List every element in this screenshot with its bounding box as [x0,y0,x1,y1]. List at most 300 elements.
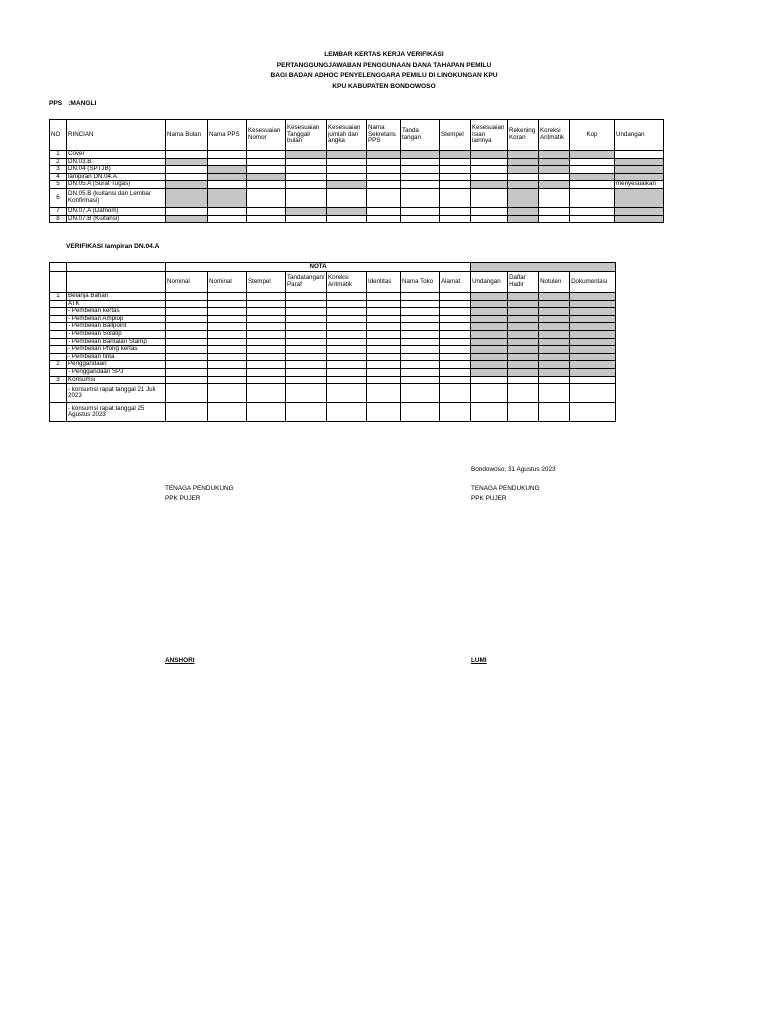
check-cell [166,368,208,376]
check-cell [401,315,440,323]
check-cell [367,403,401,422]
check-cell [508,207,539,215]
check-cell [247,353,286,361]
check-cell [440,158,471,166]
check-cell [401,361,440,369]
check-cell [208,315,247,323]
check-cell [401,293,440,301]
check-cell [508,188,539,207]
check-cell [166,207,208,215]
check-cell [615,166,664,174]
check-cell [440,353,471,361]
check-cell [539,151,570,159]
pps-line [49,100,102,107]
check-cell [508,323,539,331]
row-label: Konsumsi [67,376,166,384]
table-row [50,353,616,361]
check-cell [367,330,401,338]
check-cell [208,384,247,403]
check-cell [539,353,570,361]
check-cell [615,188,664,207]
check-cell [286,384,327,403]
check-cell [471,384,508,403]
check-cell [570,308,616,316]
nota-col-header: Alamat [440,272,471,293]
check-cell [367,300,401,308]
check-cell [327,330,367,338]
check-cell [440,376,471,384]
nota-group-shade [471,263,616,272]
check-cell [247,207,286,215]
table-row [50,166,664,174]
check-cell [166,346,208,354]
check-cell [570,338,616,346]
check-cell [440,308,471,316]
check-cell [327,215,367,223]
col-header: Kesesuaian Isian lainnya [471,120,508,151]
check-cell [471,207,508,215]
check-cell [471,361,508,369]
row-label: - Pembelian tinta [67,353,166,361]
col-header: Nama PPS [208,120,247,151]
nota-col-header: Koreksi Aritmatik [327,272,367,293]
check-cell [539,346,570,354]
check-cell [539,300,570,308]
check-cell [471,353,508,361]
check-cell [208,188,247,207]
table-row [50,300,616,308]
check-cell [286,323,327,331]
check-cell [401,353,440,361]
check-cell [367,338,401,346]
row-label: - Pembelian Amplop [67,315,166,323]
nota-col-header: Nominal [166,272,208,293]
check-cell [367,293,401,301]
row-no [50,323,67,331]
check-cell [327,158,367,166]
check-cell [570,353,616,361]
row-no: 2 [50,158,67,166]
check-cell [401,330,440,338]
table-row [50,158,664,166]
check-cell [401,151,440,159]
check-cell [208,293,247,301]
check-cell [539,158,570,166]
check-cell [471,151,508,159]
table-row [50,403,616,422]
check-cell [327,315,367,323]
nota-col-header: Undangan [471,272,508,293]
row-label: - Pembelian Ballpoint [67,323,166,331]
nota-col-header: Dokumentasi [570,272,616,293]
row-label: Penggandaan [67,361,166,369]
check-cell [208,346,247,354]
check-cell [539,368,570,376]
check-cell [208,158,247,166]
check-cell [401,376,440,384]
check-cell [208,181,247,189]
check-cell [440,166,471,174]
row-label: - konsumsi rapat tanggal 25 Agustus 2023 [67,403,166,422]
check-cell [327,323,367,331]
check-cell [440,300,471,308]
check-cell [471,338,508,346]
check-cell [440,403,471,422]
check-cell [508,293,539,301]
check-cell [570,173,615,181]
check-cell [327,173,367,181]
check-cell [367,315,401,323]
table-row [50,338,616,346]
table-row [50,368,616,376]
check-cell [401,188,440,207]
doc-title-line-4: KPU KABUPATEN BONDOWOSO [332,83,436,90]
check-cell [208,376,247,384]
row-label: - Penggandaan SPJ [67,368,166,376]
col-header: Nama Bulan [166,120,208,151]
check-cell [247,188,286,207]
check-cell [539,207,570,215]
check-cell [367,346,401,354]
check-cell [367,384,401,403]
check-cell [327,376,367,384]
check-cell [327,368,367,376]
nota-col-header: Nama Toko [401,272,440,293]
check-cell [208,300,247,308]
check-cell [166,181,208,189]
check-cell [440,151,471,159]
row-no [50,346,67,354]
check-cell [367,181,401,189]
check-cell [327,151,367,159]
col-header: Kesesuaian Nomor [247,120,286,151]
check-cell [367,323,401,331]
check-cell [440,173,471,181]
check-cell [539,403,570,422]
check-cell [471,188,508,207]
table-row [50,181,664,189]
check-cell [570,384,616,403]
check-cell [208,173,247,181]
check-cell [327,384,367,403]
check-cell [471,158,508,166]
verifikasi-title: VERIFIKASI lampiran DN.04.A [66,243,160,250]
row-rincian: DN.07.A (Dafnom) [67,207,166,215]
table-row [50,315,616,323]
check-cell [286,300,327,308]
row-no [50,384,67,403]
check-cell [286,215,327,223]
check-cell [327,308,367,316]
check-cell [539,338,570,346]
check-cell [570,166,615,174]
check-cell [539,308,570,316]
check-cell [570,346,616,354]
check-cell [508,346,539,354]
check-cell [570,368,616,376]
check-cell [508,173,539,181]
check-cell [471,376,508,384]
col-header: Rekening Koran [508,120,539,151]
check-cell [247,151,286,159]
check-cell [166,338,208,346]
nota-corner [50,263,67,272]
check-cell [539,330,570,338]
check-cell [401,215,440,223]
check-cell [539,376,570,384]
check-cell: menyesuaikan [615,181,664,189]
col-header: NO [50,120,67,151]
nota-header-blank [50,272,67,293]
check-cell [247,384,286,403]
check-cell [539,384,570,403]
check-cell [327,293,367,301]
table-row [50,151,664,159]
check-cell [286,403,327,422]
check-cell [401,166,440,174]
nota-table [49,262,616,422]
check-cell [247,293,286,301]
check-cell [440,368,471,376]
check-cell [440,188,471,207]
row-no [50,330,67,338]
row-label: - konsumsi rapat tanggal 21 Juli 2023 [67,384,166,403]
check-cell [570,330,616,338]
check-cell [471,330,508,338]
check-cell [539,181,570,189]
check-cell [539,188,570,207]
check-cell [367,376,401,384]
check-cell [471,181,508,189]
col-header: Tanda tangan [401,120,440,151]
right-signatory-name: LUMI [471,657,487,664]
check-cell [401,300,440,308]
check-cell [166,215,208,223]
check-cell [208,368,247,376]
place-date: Bondowoso, 31 Agustus 2023 [471,466,556,473]
check-cell [440,207,471,215]
check-cell [570,181,615,189]
check-cell [401,181,440,189]
check-cell [570,293,616,301]
check-cell [508,166,539,174]
check-cell [570,376,616,384]
check-cell [508,330,539,338]
check-cell [166,173,208,181]
check-cell [401,323,440,331]
nota-col-header: Stempel [247,272,286,293]
row-label: - Pembelian kertas [67,308,166,316]
row-rincian: DN.05.A (Surat Tugas) [67,181,166,189]
check-cell [327,166,367,174]
check-cell [471,308,508,316]
check-cell [570,151,615,159]
check-cell [208,151,247,159]
check-cell [440,346,471,354]
check-cell [570,315,616,323]
check-cell [615,151,664,159]
check-cell [286,376,327,384]
check-cell [471,166,508,174]
row-no: 4 [50,173,67,181]
row-no: 2 [50,361,67,369]
check-cell [570,188,615,207]
col-header: Nama Sekretaris PPS [367,120,401,151]
row-rincian: DN.03.B [67,158,166,166]
check-cell [440,338,471,346]
row-no: 6 [50,188,67,207]
left-signatory-name: ANSHORI [165,657,195,664]
check-cell [286,207,327,215]
row-label: - Pembelian Solatip [67,330,166,338]
col-header: Kesesuaian jumlah dan angka [327,120,367,151]
check-cell [367,173,401,181]
check-cell [471,403,508,422]
verification-table-header [50,120,664,151]
row-no [50,300,67,308]
table-row [50,323,616,331]
row-label: - Pembelian Pfong kertas [67,346,166,354]
check-cell [570,207,615,215]
col-header: Undangan [615,120,664,151]
check-cell [508,300,539,308]
table-row [50,293,616,301]
table-row [50,330,616,338]
row-no: 1 [50,151,67,159]
check-cell [440,323,471,331]
check-cell [286,353,327,361]
row-rincian: lampiran DN.04.A [67,173,166,181]
check-cell [166,376,208,384]
check-cell [247,166,286,174]
check-cell [615,207,664,215]
check-cell [508,361,539,369]
check-cell [471,368,508,376]
check-cell [327,207,367,215]
col-header: Kop [570,120,615,151]
check-cell [166,158,208,166]
check-cell [327,188,367,207]
check-cell [166,315,208,323]
check-cell [440,181,471,189]
check-cell [401,338,440,346]
check-cell [327,338,367,346]
check-cell [166,293,208,301]
check-cell [440,330,471,338]
table-row [50,188,664,207]
check-cell [327,346,367,354]
nota-table-header [50,272,616,293]
right-signatory-unit: PPK PUJER [471,495,507,502]
check-cell [367,151,401,159]
check-cell [208,215,247,223]
check-cell [247,315,286,323]
check-cell [471,293,508,301]
check-cell [247,361,286,369]
check-cell [286,346,327,354]
check-cell [166,353,208,361]
check-cell [286,166,327,174]
pps-value: :MANGLI [68,100,97,107]
table-row [50,207,664,215]
doc-title-line-1: LEMBAR KERTAS KERJA VERIFIKASI [324,51,444,58]
check-cell [166,151,208,159]
check-cell [615,215,664,223]
check-cell [471,300,508,308]
check-cell [440,315,471,323]
check-cell [286,368,327,376]
col-header: RINCIAN [67,120,166,151]
check-cell [286,338,327,346]
check-cell [508,215,539,223]
row-no [50,315,67,323]
row-label: ATK [67,300,166,308]
check-cell [208,308,247,316]
check-cell [247,158,286,166]
check-cell [539,173,570,181]
nota-group-header: NOTA [166,263,471,272]
check-cell [401,368,440,376]
check-cell [208,207,247,215]
check-cell [166,166,208,174]
check-cell [570,158,615,166]
doc-title-line-3: BAGI BADAN ADHOC PENYELENGGARA PEMILU DI LINGKUNGAN KPU [270,72,498,79]
row-label: - Pembelian Bantalan Stamp [67,338,166,346]
check-cell [166,323,208,331]
check-cell [208,361,247,369]
table-row [50,346,616,354]
check-cell [166,188,208,207]
check-cell [166,300,208,308]
check-cell [286,315,327,323]
check-cell [327,361,367,369]
check-cell [539,315,570,323]
check-cell [401,173,440,181]
check-cell [508,308,539,316]
nota-col-header: Tandatangan/ Paraf [286,272,327,293]
table-row [50,376,616,384]
check-cell [208,338,247,346]
check-cell [401,207,440,215]
row-rincian: DN.07.B (Kuitansi) [67,215,166,223]
check-cell [401,403,440,422]
check-cell [367,353,401,361]
nota-col-header: Nominal [208,272,247,293]
check-cell [286,293,327,301]
row-no [50,403,67,422]
check-cell [440,361,471,369]
check-cell [471,173,508,181]
check-cell [570,323,616,331]
check-cell [247,215,286,223]
check-cell [286,158,327,166]
check-cell [539,215,570,223]
row-no: 3 [50,166,67,174]
right-signatory-role: TENAGA PENDUKUNG [471,485,540,492]
check-cell [286,361,327,369]
check-cell [208,353,247,361]
check-cell [208,330,247,338]
doc-title-line-2: PERTANGGUNGJAWABAN PENGGUNAAN DANA TAHAPAN PEMILU [276,62,492,69]
check-cell [166,361,208,369]
check-cell [286,308,327,316]
left-signatory-role: TENAGA PENDUKUNG [165,485,234,492]
nota-col-header: Daftar Hadir [508,272,539,293]
nota-col-header: Identitas [367,272,401,293]
check-cell [247,173,286,181]
check-cell [367,188,401,207]
check-cell [508,181,539,189]
